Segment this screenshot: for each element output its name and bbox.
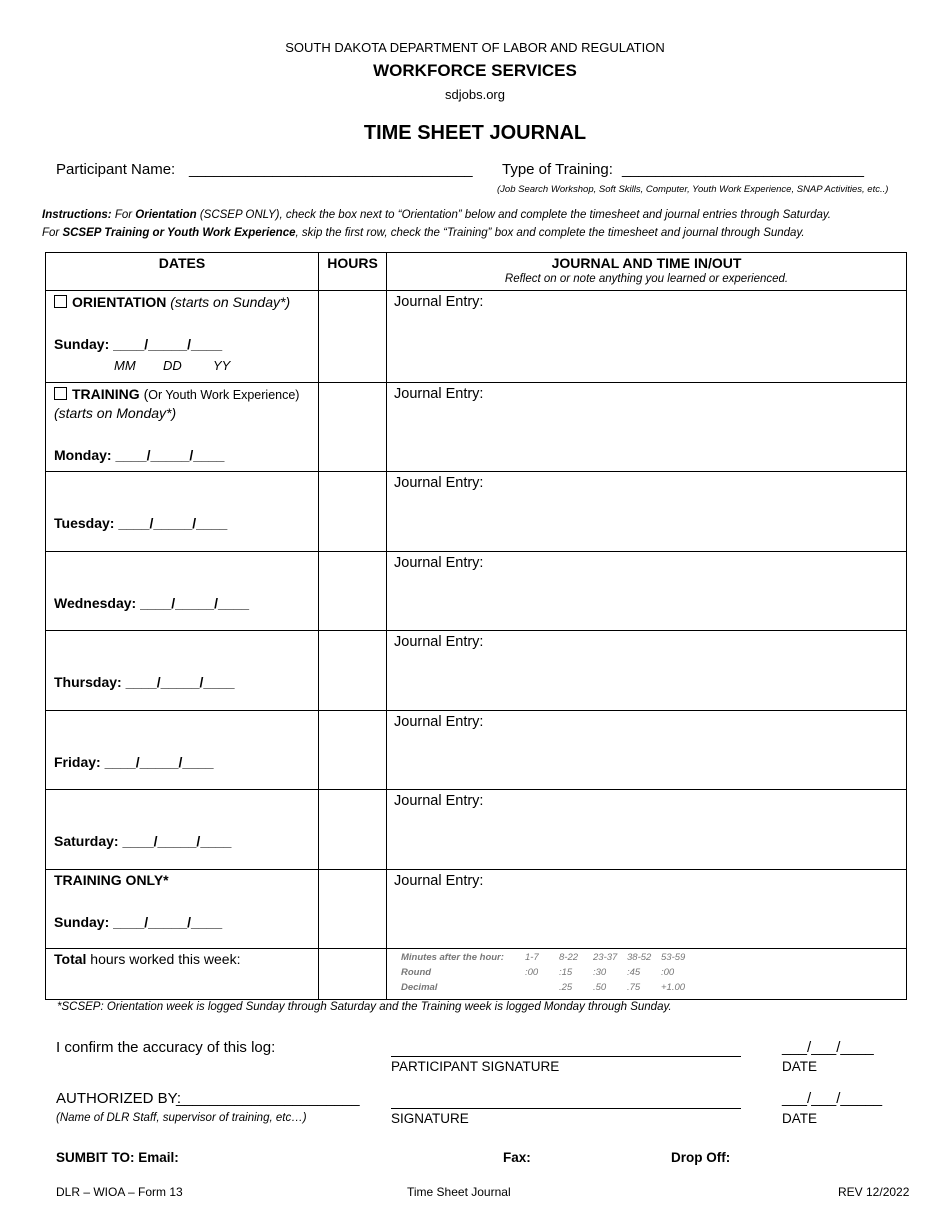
hours-cell[interactable] (319, 383, 387, 472)
authorized-by-field[interactable]: ______________________ (176, 1090, 360, 1107)
hours-cell[interactable] (319, 631, 387, 711)
hours-cell[interactable] (319, 291, 387, 383)
training-checkbox[interactable] (54, 387, 67, 400)
thursday-date[interactable]: Thursday: ____/_____/____ (54, 674, 235, 690)
journal-cell[interactable] (387, 472, 907, 552)
footer-form-id: DLR – WIOA – Form 13 (56, 1185, 183, 1199)
journal-cell[interactable] (387, 291, 907, 383)
hours-cell[interactable] (319, 870, 387, 949)
total-row (46, 949, 907, 1000)
footnote: *SCSEP: Orientation week is logged Sunday through Saturday and the Training week is logged Monday through Sunday. (57, 1001, 672, 1013)
total-label-cell (46, 949, 319, 1000)
submit-dropoff-label: Drop Off: (671, 1150, 731, 1165)
day-hint: DD (163, 358, 182, 373)
page-title: TIME SHEET JOURNAL (363, 122, 587, 144)
wednesday-date[interactable]: Wednesday: ____/_____/____ (54, 595, 250, 611)
journal-cell[interactable] (387, 711, 907, 790)
journal-entry-label: Journal Entry: (394, 386, 484, 402)
journal-header: JOURNAL AND TIME IN/OUT Reflect on or note anything you learned or experienced. (387, 253, 907, 291)
orientation-sunday-date[interactable]: Sunday: ____/_____/____ (54, 336, 223, 352)
date-cell (46, 631, 319, 711)
total-hours-label: Total hours worked this week: (54, 951, 241, 967)
year-hint: YY (213, 358, 231, 373)
training-note: (starts on Monday*) (54, 405, 177, 421)
hours-cell[interactable] (319, 790, 387, 870)
orientation-note: (starts on Sunday*) (170, 294, 291, 310)
hours-header: HOURS (319, 253, 387, 291)
submit-email-label: SUMBIT TO: Email: (56, 1150, 179, 1165)
participant-signature-label: PARTICIPANT SIGNATURE (391, 1059, 560, 1074)
training-paren-note: Or Youth Work Experience) (148, 388, 300, 402)
footer-title: Time Sheet Journal (407, 1185, 511, 1199)
total-hours-cell[interactable] (319, 949, 387, 1000)
journal-cell[interactable] (387, 552, 907, 631)
participant-name-label: Participant Name: (56, 161, 176, 178)
journal-entry-label: Journal Entry: (394, 714, 484, 730)
saturday-date[interactable]: Saturday: ____/_____/____ (54, 833, 232, 849)
department-name: SOUTH DAKOTA DEPARTMENT OF LABOR AND REGULATION (285, 40, 665, 55)
authorized-signature-line[interactable] (391, 1108, 741, 1109)
journal-header-subtitle: Reflect on or note anything you learned or experienced. (504, 273, 789, 285)
journal-entry-label: Journal Entry: (394, 555, 484, 571)
footer-revision: REV 12/2022 (838, 1185, 910, 1199)
table-header-row (46, 253, 907, 291)
month-hint: MM (114, 358, 136, 373)
date-cell (46, 790, 319, 870)
training-only-sunday-date[interactable]: Sunday: ____/_____/____ (54, 914, 223, 930)
date-cell (46, 711, 319, 790)
participant-signature-line[interactable] (391, 1056, 741, 1057)
authorized-signature-label: SIGNATURE (391, 1111, 469, 1126)
hours-cell[interactable] (319, 552, 387, 631)
confirm-text: I confirm the accuracy of this log: (56, 1039, 276, 1056)
participant-name-field[interactable]: __________________________________ (189, 161, 473, 178)
instructions-line-1: Instructions: For Orientation (SCSEP ONLY), check the box next to “Orientation” below and complete the timesheet and journal entries through Saturday. (42, 209, 831, 221)
journal-cell[interactable] (387, 631, 907, 711)
table-row (46, 870, 907, 949)
table-row (46, 383, 907, 472)
journal-entry-label: Journal Entry: (394, 873, 484, 889)
training-monday-date[interactable]: Monday: ____/_____/____ (54, 447, 225, 463)
table-row (46, 631, 907, 711)
journal-entry-label: Journal Entry: (394, 634, 484, 650)
tuesday-date[interactable]: Tuesday: ____/_____/____ (54, 515, 228, 531)
participant-date-label: DATE (782, 1059, 818, 1074)
division-name: WORKFORCE SERVICES (373, 61, 577, 80)
orientation-date-cell (46, 291, 319, 383)
table-row (46, 552, 907, 631)
authorized-by-label: AUTHORIZED BY: (56, 1090, 182, 1107)
table-row (46, 291, 907, 383)
table-row (46, 472, 907, 552)
training-only-label: TRAINING ONLY* (54, 872, 169, 888)
journal-entry-label: Journal Entry: (394, 793, 484, 809)
participant-date-field[interactable]: ___/___/____ (782, 1039, 874, 1056)
hours-cell[interactable] (319, 472, 387, 552)
rounding-cell (387, 949, 907, 1000)
date-cell (46, 472, 319, 552)
training-label: TRAINING (72, 386, 140, 402)
table-row (46, 790, 907, 870)
instructions-line-2: For SCSEP Training or Youth Work Experience, skip the first row, check the “Training” box and complete the timesheet and journal through Sunday. (42, 227, 805, 239)
instructions-lead: Instructions: (42, 209, 112, 221)
training-date-cell: TRAINING (Or Youth Work Experience) (starts on Monday*) Monday: ____/_____/____ (46, 383, 319, 472)
training-only-date-cell (46, 870, 319, 949)
table-row (46, 711, 907, 790)
journal-entry-label: Journal Entry: (394, 475, 484, 491)
authorized-date-field[interactable]: ___/___/_____ (782, 1090, 883, 1107)
journal-cell[interactable] (387, 870, 907, 949)
hours-cell[interactable] (319, 711, 387, 790)
submit-fax-label: Fax: (503, 1150, 531, 1165)
journal-cell[interactable] (387, 383, 907, 472)
journal-entry-label: Journal Entry: (394, 294, 484, 310)
authorized-date-label: DATE (782, 1111, 818, 1126)
orientation-label: ORIENTATION (72, 294, 167, 310)
timesheet-table (45, 252, 907, 1000)
training-type-examples: (Job Search Workshop, Soft Skills, Computer, Youth Work Experience, SNAP Activities, etc..) (497, 184, 889, 195)
training-type-field[interactable]: _____________________________ (622, 161, 864, 178)
training-type-label: Type of Training: (502, 161, 613, 178)
authorized-by-note: (Name of DLR Staff, supervisor of training, etc…) (56, 1112, 307, 1124)
rounding-table: Minutes after the hour: 1-7 8-22 23-37 38-52 53-59 Round :00 :15 :30 :45 :00 Decimal .25 .50 .75 +1.00 (401, 952, 686, 993)
dates-header: DATES (46, 253, 319, 291)
website: sdjobs.org (445, 87, 505, 102)
orientation-checkbox[interactable] (54, 295, 67, 308)
journal-cell[interactable] (387, 790, 907, 870)
date-cell (46, 552, 319, 631)
friday-date[interactable]: Friday: ____/_____/____ (54, 754, 214, 770)
